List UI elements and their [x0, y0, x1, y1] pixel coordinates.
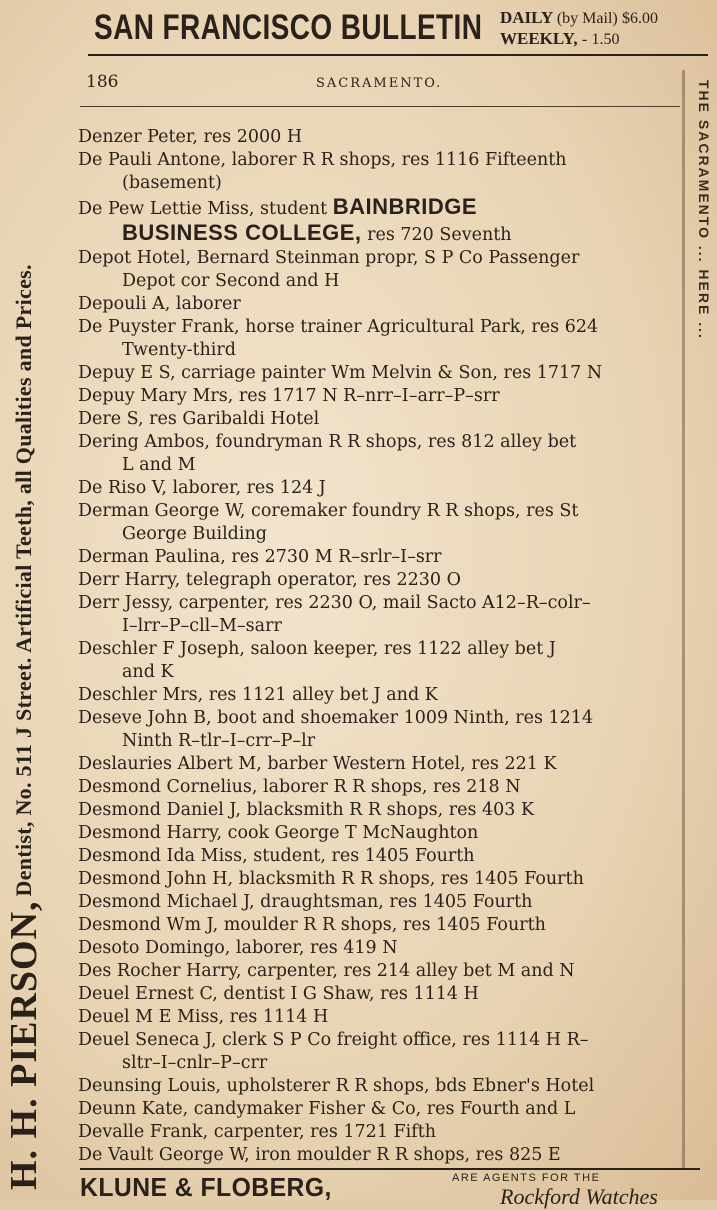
list-item: [78, 638, 681, 684]
entry-text: Depouli A, laborer: [78, 294, 241, 314]
entry-text: Desmond Wm J, moulder R R shops, res 1405 Fourth: [78, 915, 546, 935]
list-item: [78, 546, 681, 569]
entry-text: Derr Harry, telegraph operator, res 2230 O: [78, 570, 461, 590]
entry-text: Devalle Frank, carpenter, res 1721 Fifth: [78, 1122, 437, 1142]
entry-continuation: I–lrr–P–cll–M–sarr: [122, 616, 282, 636]
rate-daily-label: DAILY: [500, 8, 553, 27]
top-advertisement: [88, 4, 708, 54]
running-head-rule: [80, 106, 680, 107]
entry-text: Deuel Ernest C, dentist I G Shaw, res 1114 H: [78, 984, 479, 1004]
entry-text: Deuel Seneca J, clerk S P Co freight office, res 1114 H R–: [78, 1030, 589, 1050]
running-head-city: SACRAMENTO.: [316, 76, 443, 91]
entry-continuation: George Building: [122, 524, 267, 544]
entry-text: Derman Paulina, res 2730 M R–srlr–I–srr: [78, 547, 442, 567]
entry-continuation: sltr–I–cnlr–P–crr: [122, 1053, 268, 1073]
list-item: [78, 914, 681, 937]
entry-text: Deschler F Joseph, saloon keeper, res 1122 alley bet J: [78, 639, 556, 659]
entry-text: Des Rocher Harry, carpenter, res 214 alley bet M and N: [78, 961, 575, 981]
list-item: [78, 1121, 681, 1144]
entry-text: De Pauli Antone, laborer R R shops, res 1116 Fifteenth: [78, 150, 567, 170]
list-item: [78, 293, 681, 316]
side-advertisement: [2, 60, 66, 1190]
entry-continuation: res 720 Seventh: [367, 225, 512, 245]
list-item: [78, 149, 681, 195]
entry-text: Depuy Mary Mrs, res 1717 N R–nrr–I–arr–P–srr: [78, 386, 500, 406]
side-ad-name: H. H. PIERSON,: [3, 900, 45, 1190]
list-item: [78, 891, 681, 914]
list-item: [78, 983, 681, 1006]
side-ad-text: Dentist, No. 511 J Street. Artificial Teeth, all Qualities and Prices.: [11, 264, 36, 897]
list-item: [78, 1098, 681, 1121]
entry-text: Desoto Domingo, laborer, res 419 N: [78, 938, 398, 958]
subscription-rates: [500, 8, 658, 50]
edge-ad-text: THE SACRAMENTO ... HERE ...: [696, 80, 712, 340]
entry-text: Deslauries Albert M, barber Western Hotel, res 221 K: [78, 754, 557, 774]
list-item: [78, 195, 681, 247]
entry-text: Deuel M E Miss, res 1114 H: [78, 1007, 329, 1027]
rate-weekly-price: 1.50: [591, 31, 620, 48]
list-item: [78, 822, 681, 845]
bottom-ad-agents: ARE AGENTS FOR THE: [452, 1172, 601, 1184]
entry-text: Desmond Ida Miss, student, res 1405 Fourth: [78, 846, 475, 866]
list-item: [78, 247, 681, 293]
edge-advertisement: [682, 70, 717, 1170]
bottom-ad-firm: KLUNE & FLOBERG,: [80, 1172, 332, 1202]
list-item: [78, 845, 681, 868]
list-item: [78, 316, 681, 362]
list-item: [78, 937, 681, 960]
entry-text: Dere S, res Garibaldi Hotel: [78, 409, 320, 429]
list-item: [78, 362, 681, 385]
advert-highlight: BUSINESS COLLEGE,: [122, 220, 362, 245]
entry-text: Desmond Harry, cook George T McNaughton: [78, 823, 479, 843]
rate-weekly-label: WEEKLY,: [500, 29, 578, 48]
rate-daily: [500, 8, 658, 29]
list-item: [78, 500, 681, 546]
bottom-ad-product: Rockford Watches: [500, 1184, 658, 1209]
entry-text: Derr Jessy, carpenter, res 2230 O, mail Sacto A12–R–colr–: [78, 593, 591, 613]
entry-continuation: Depot cor Second and H: [122, 271, 340, 291]
entry-text: Deunsing Louis, upholsterer R R shops, bds Ebner's Hotel: [78, 1076, 595, 1096]
entry-continuation: Twenty-third: [122, 340, 236, 360]
list-item: [78, 1144, 681, 1167]
list-item: [78, 1075, 681, 1098]
page-number: 186: [86, 72, 119, 92]
entry-text: De Vault George W, iron moulder R R shops, res 825 E: [78, 1145, 561, 1165]
entry-text: Desmond John H, blacksmith R R shops, res 1405 Fourth: [78, 869, 584, 889]
entry-text: Depuy E S, carriage painter Wm Melvin & Son, res 1717 N: [78, 363, 603, 383]
entry-text: De Riso V, laborer, res 124 J: [78, 478, 326, 498]
top-ad-rule: [88, 54, 708, 56]
list-item: [78, 569, 681, 592]
entry-text: Denzer Peter, res 2000 H: [78, 127, 303, 147]
running-head: [80, 62, 680, 106]
list-item: [78, 1029, 681, 1075]
rate-weekly-dash: -: [581, 31, 588, 48]
list-item: [78, 477, 681, 500]
entry-text: Deunn Kate, candymaker Fisher & Co, res Fourth and L: [78, 1099, 576, 1119]
list-item: [78, 408, 681, 431]
list-item: [78, 684, 681, 707]
entry-text: Desmond Michael J, draughtsman, res 1405 Fourth: [78, 892, 533, 912]
entry-text: Desmond Cornelius, laborer R R shops, res 218 N: [78, 777, 521, 797]
entry-text: Dering Ambos, foundryman R R shops, res 812 alley bet: [78, 432, 577, 452]
rate-weekly: [500, 29, 658, 50]
entry-text: Deseve John B, boot and shoemaker 1009 Ninth, res 1214: [78, 708, 594, 728]
rate-daily-note: (by Mail): [556, 10, 618, 27]
entry-text: De Pew Lettie Miss, student: [78, 199, 328, 219]
entry-text: Deschler Mrs, res 1121 alley bet J and K: [78, 685, 438, 705]
entry-continuation: (basement): [122, 173, 222, 193]
list-item: [78, 960, 681, 983]
entry-continuation: L and M: [122, 455, 196, 475]
bottom-advertisement: [80, 1168, 700, 1209]
advert-highlight: BAINBRIDGE: [332, 194, 478, 219]
list-item: [78, 707, 681, 753]
list-item: [78, 385, 681, 408]
entry-text: Derman George W, coremaker foundry R R shops, res St: [78, 501, 579, 521]
list-item: [78, 776, 681, 799]
list-item: [78, 431, 681, 477]
entry-text: Depot Hotel, Bernard Steinman propr, S P Co Passenger: [78, 248, 580, 268]
edge-rule: [682, 70, 685, 1170]
entry-text: Desmond Daniel J, blacksmith R R shops, res 403 K: [78, 800, 535, 820]
rate-daily-price: $6.00: [621, 10, 658, 27]
list-item: [78, 753, 681, 776]
newspaper-title: SAN FRANCISCO BULLETIN: [94, 8, 483, 47]
entry-continuation: and K: [122, 662, 174, 682]
directory-listing: [78, 126, 681, 1167]
list-item: [78, 868, 681, 891]
entry-text: De Puyster Frank, horse trainer Agricultural Park, res 624: [78, 317, 599, 337]
entry-continuation: Ninth R–tlr–I–crr–P–lr: [122, 731, 316, 751]
list-item: [78, 1006, 681, 1029]
list-item: [78, 799, 681, 822]
list-item: [78, 126, 681, 149]
list-item: [78, 592, 681, 638]
